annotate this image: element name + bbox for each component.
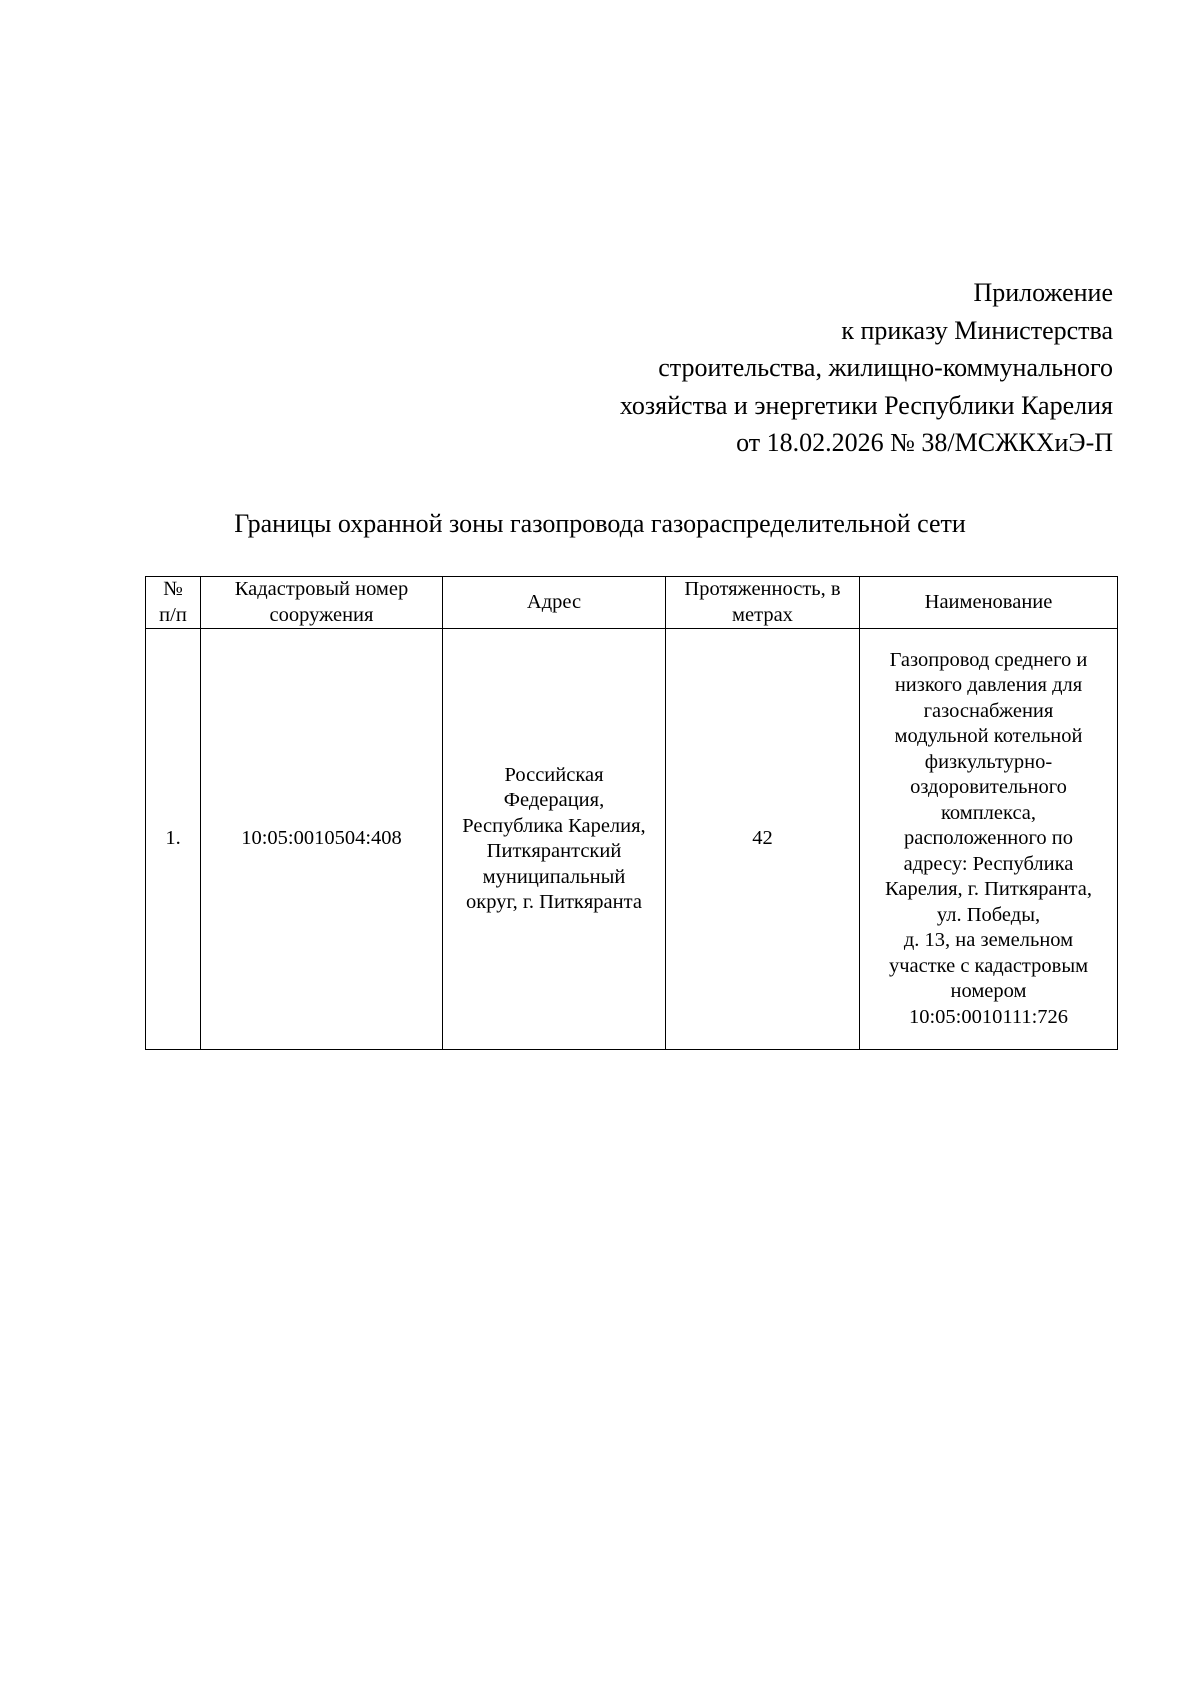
header-name: Наименование: [860, 577, 1118, 629]
cell-address: Российская Федерация, Республика Карелия, Питкярантский муниципальный округ, г. Питкяранта: [443, 629, 666, 1050]
header-cadastral-number: Кадастровый номер сооружения: [201, 577, 443, 629]
cell-name: Газопровод среднего и низкого давления для газоснабжения модульной котельной физкультурно- оздоровительного комплекса, расположенного по адресу: Республика Карелия, г. Питкяранта, ул. Победы, д. 13, на земельном участке с кадастровым номером 10:05:0010111:726: [860, 629, 1118, 1050]
appendix-line: к приказу Министерства: [841, 315, 1113, 345]
appendix-header: [620, 274, 1113, 462]
cell-cadastral-number: 10:05:0010504:408: [201, 629, 443, 1050]
appendix-line: Приложение: [973, 278, 1113, 307]
appendix-line: от 18.02.2026 № 38/МСЖКХиЭ-П: [736, 428, 1113, 457]
header-number: № п/п: [146, 577, 201, 629]
table-row: [146, 629, 1118, 1050]
cell-number: 1.: [146, 629, 201, 1050]
appendix-line: строительства, жилищно-коммунального: [658, 353, 1113, 382]
cell-length: 42: [666, 629, 860, 1050]
table-header-row: [146, 577, 1118, 629]
protection-zone-table: [145, 576, 1118, 1050]
document-title: Границы охранной зоны газопровода газораспределительной сети: [234, 509, 966, 538]
header-address: Адрес: [443, 577, 666, 629]
appendix-line: хозяйства и энергетики Республики Карелия: [619, 390, 1113, 420]
header-length: Протяженность, в метрах: [666, 577, 860, 629]
